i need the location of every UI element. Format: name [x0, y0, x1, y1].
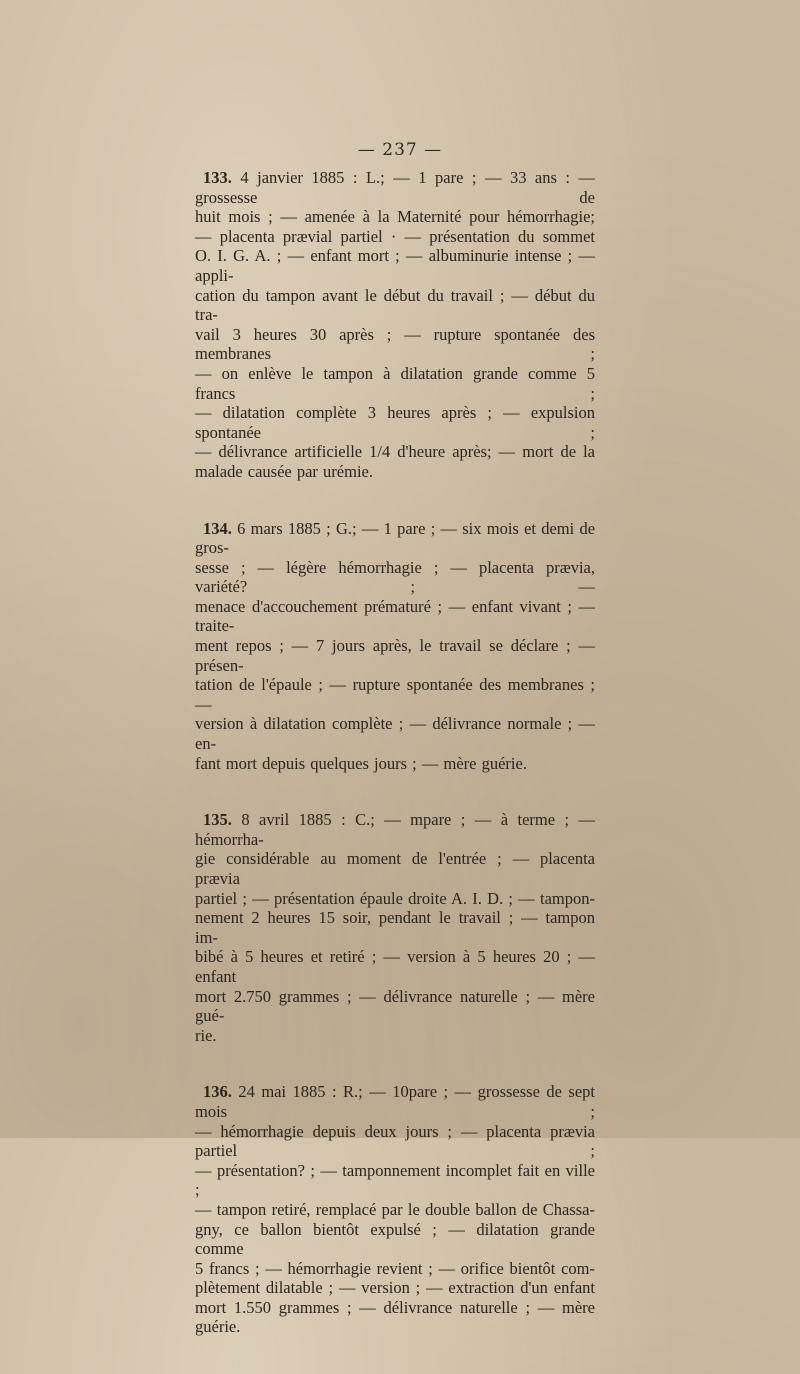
case-entry-line: — présentation? ; — tamponnement incomplet fait en ville ; [195, 1160, 595, 1200]
case-entry-text: 4 janvier 1885 : L.; — 1 pare ; — 33 ans : — grossesse de [195, 168, 595, 207]
case-entry-text: 6 mars 1885 ; G.; — 1 pare ; — six mois et demi de gros- [195, 518, 596, 558]
case-entry-line: O. I. G. A. ; — enfant mort ; — albuminurie intense ; — appli- [195, 246, 595, 285]
case-entry-line: cation du tampon avant le début du travail ; — début du tra- [195, 285, 595, 325]
case-entry [195, 168, 595, 482]
case-entry-line: bibé à 5 heures et retiré ; — version à 5 heures 20 ; — enfant [195, 947, 595, 986]
case-entry-line: vail 3 heures 30 après ; — rupture spontanée des membranes ; [195, 324, 595, 364]
case-entry-line: fant mort depuis quelques jours ; — mère guérie. [195, 753, 527, 773]
case-entry [195, 810, 595, 1045]
case-entry-text: 8 avril 1885 : C.; — mpare ; — à terme ; — hémorrha- [195, 810, 595, 849]
case-number: 136. [203, 1082, 232, 1102]
case-entry-text: 24 mai 1885 : R.; — 10pare ; — grossesse de sept mois ; [195, 1082, 595, 1121]
case-entry-line: guérie. [195, 1317, 241, 1337]
case-entry-line: — dilatation complète 3 heures après ; — expulsion spontanée ; [195, 403, 595, 442]
case-entry-line: mort 2.750 grammes ; — délivrance naturelle ; — mère gué- [195, 986, 595, 1026]
case-entry [195, 519, 595, 774]
case-entry-line: — hémorrhagie depuis deux jours ; — placenta prævia partiel ; [195, 1121, 595, 1161]
case-entry-line: mort 1.550 grammes ; — délivrance naturelle ; — mère [195, 1297, 595, 1317]
case-entry-line: partiel ; — présentation épaule droite A. I. D. ; — tampon- [195, 888, 595, 908]
case-entry-line: 5 francs ; — hémorrhagie revient ; — orifice bientôt com- [195, 1258, 595, 1278]
case-entries [195, 168, 595, 1374]
case-entry-line: ment repos ; — 7 jours après, le travail se déclare ; — présen- [195, 636, 595, 675]
case-entry-line: — délivrance artificielle 1/4 d'heure après; — mort de la [195, 442, 595, 462]
case-entry-first-line [195, 1082, 595, 1121]
case-entry-line: gie considérable au moment de l'entrée ; — placenta prævia [195, 849, 595, 888]
case-number: 134. [203, 518, 232, 538]
page-number: — 237 — [357, 140, 443, 160]
case-entry [195, 1082, 595, 1337]
case-entry-line: malade causée par urémie. [195, 461, 373, 481]
case-entry-line: — tampon retiré, remplacé par le double ballon de Chassa- [195, 1199, 595, 1219]
case-entry-line: version à dilatation complète ; — délivrance normale ; — en- [195, 714, 595, 754]
case-entry-line: menace d'accouchement prématuré ; — enfant vivant ; — traite- [195, 596, 595, 636]
case-entry-line: nement 2 heures 15 soir, pendant le travail ; — tampon im- [195, 908, 595, 947]
case-entry-line: huit mois ; — amenée à la Maternité pour hémorrhagie; [195, 207, 595, 227]
case-entry-line: rie. [195, 1025, 217, 1045]
case-entry-line: — on enlève le tampon à dilatation grande comme 5 francs ; [195, 363, 595, 403]
case-entry-line: tation de l'épaule ; — rupture spontanée des membranes ; — [195, 675, 595, 714]
case-entry-line: — placenta prævial partiel · — présentation du sommet [195, 226, 595, 246]
case-number: 133. [203, 168, 232, 187]
case-number: 135. [203, 810, 232, 830]
case-entry-line: sesse ; — légère hémorrhagie ; — placenta prævia, variété? ; — [195, 557, 595, 597]
case-entry-line: plètement dilatable ; — version ; — extraction d'un enfant [195, 1278, 595, 1298]
case-entry-line: gny, ce ballon bientôt expulsé ; — dilatation grande comme [195, 1219, 595, 1259]
case-entry-first-line [195, 519, 595, 558]
case-entry-first-line [195, 810, 595, 849]
case-entry-first-line [195, 168, 595, 207]
